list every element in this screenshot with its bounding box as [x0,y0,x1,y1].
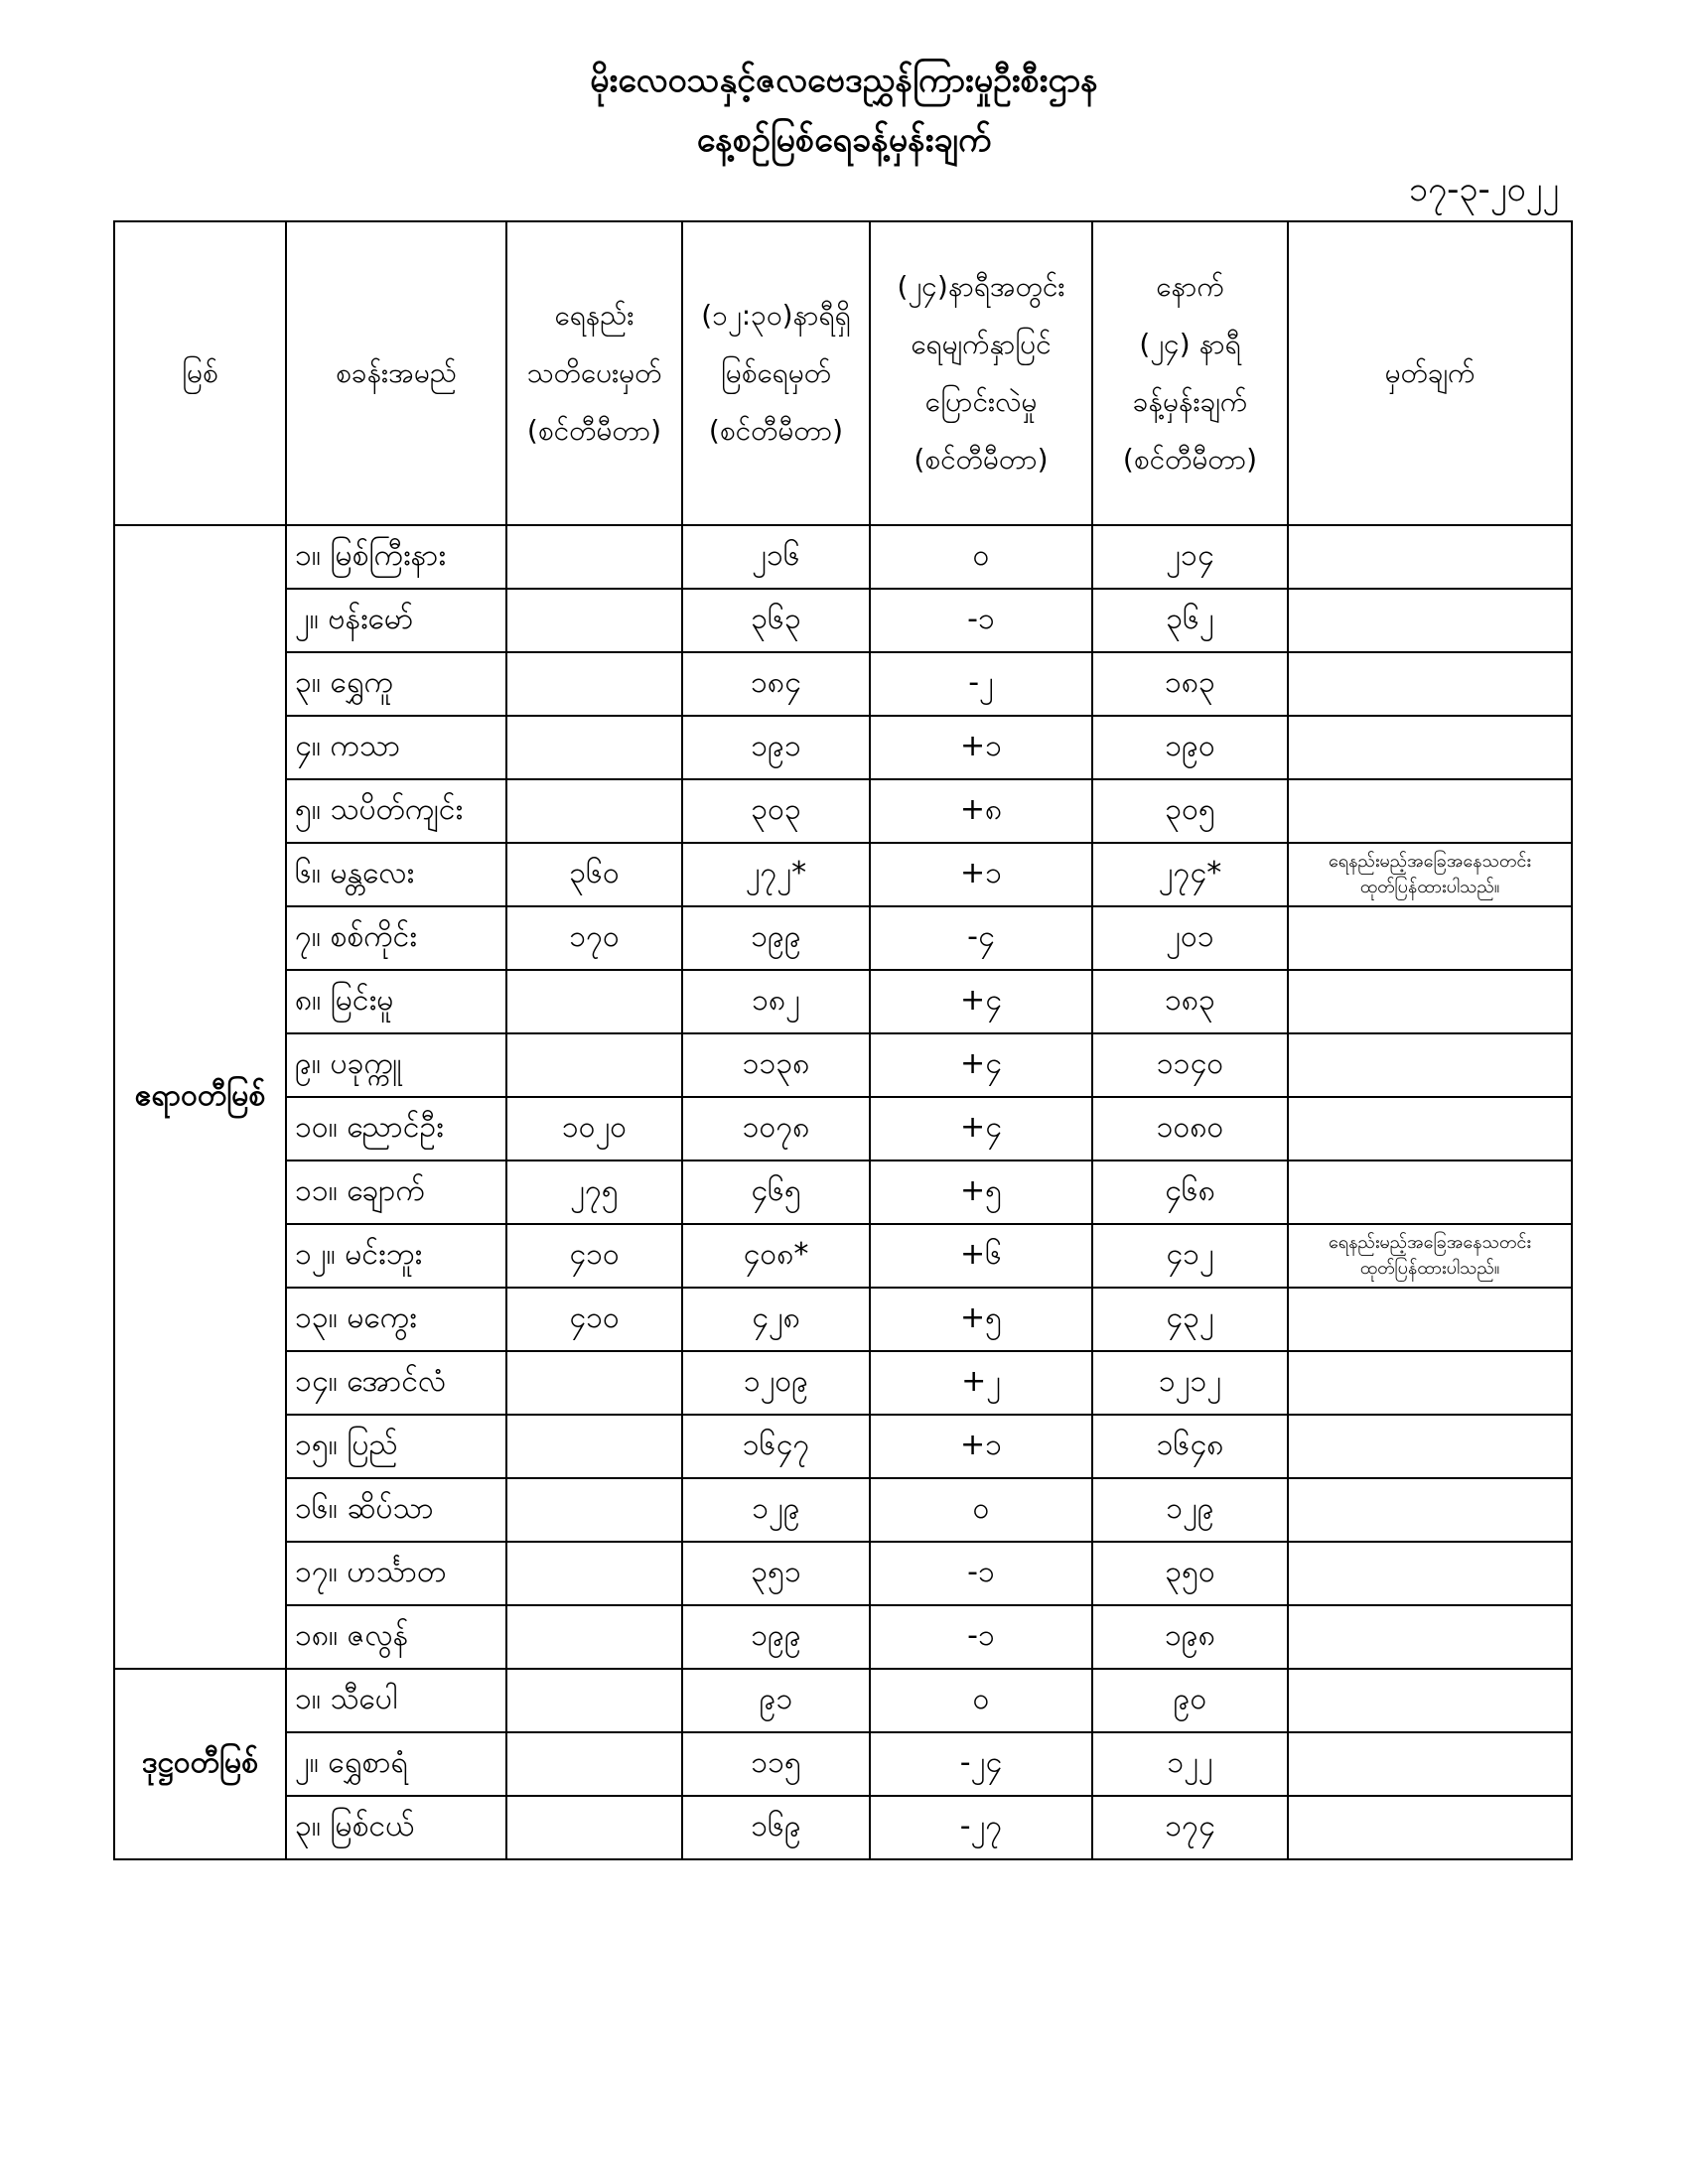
current-level-cell: ၁၈၄ [682,652,870,716]
danger-level-cell [506,1796,682,1859]
danger-level-cell: ၄၁၀ [506,1224,682,1288]
station-cell: ၁၁။ ချောက် [286,1160,506,1224]
header-change: (၂၄)နာရီအတွင်း ရေမျက်နှာပြင် ပြောင်းလဲမှု (စင်တီမီတာ) [870,221,1092,525]
change-cell: -၂ [870,652,1092,716]
station-cell: ၁၅။ ပြည် [286,1415,506,1478]
forecast-cell: ၃၅၀ [1092,1542,1288,1605]
danger-level-cell: ၁၇၀ [506,906,682,970]
danger-level-cell [506,1478,682,1542]
current-level-cell: ၄၂၈ [682,1288,870,1351]
current-level-cell: ၁၉၉ [682,906,870,970]
header-remarks: မှတ်ချက် [1288,221,1572,525]
forecast-cell: ၁၈၃ [1092,652,1288,716]
current-level-cell: ၉၁ [682,1669,870,1732]
remark-cell [1288,589,1572,652]
report-date: ၁၇-၃-၂၀၂၂ [1408,170,1559,209]
station-cell: ၂။ ရွှေစာရံ [286,1732,506,1796]
remark-cell [1288,1542,1572,1605]
current-level-cell: ၁၉၁ [682,716,870,779]
current-level-cell: ၂၁၆ [682,525,870,589]
current-level-cell: ၁၀၇၈ [682,1097,870,1160]
table-body [114,525,1572,1859]
change-cell: +၆ [870,1224,1092,1288]
change-cell: ၀ [870,1669,1092,1732]
danger-level-cell [506,779,682,843]
table-row [114,1097,1572,1160]
danger-level-cell: ၄၁၀ [506,1288,682,1351]
forecast-cell: ၁၇၄ [1092,1796,1288,1859]
danger-level-cell: ၁၀၂၀ [506,1097,682,1160]
remark-cell [1288,906,1572,970]
remark-cell: ရေနည်းမည့်အခြေအနေသတင်း ထုတ်ပြန်ထားပါသည်။ [1288,1224,1572,1288]
change-cell: -၂၄ [870,1732,1092,1796]
station-cell: ၁၈။ ဇလွန် [286,1605,506,1669]
station-cell: ၁၇။ ဟင်္သာတ [286,1542,506,1605]
danger-level-cell [506,1605,682,1669]
station-cell: ၇။ စစ်ကိုင်း [286,906,506,970]
danger-level-cell: ၂၇၅ [506,1160,682,1224]
forecast-cell: ၁၆၄၈ [1092,1415,1288,1478]
table-row [114,843,1572,906]
station-cell: ၃။ ရွှေကူ [286,652,506,716]
danger-level-cell [506,1732,682,1796]
current-level-cell: ၃၅၁ [682,1542,870,1605]
river-name-cell: ဒုဋ္ဌဝတီမြစ် [114,1669,286,1859]
table-row [114,525,1572,589]
danger-level-cell [506,970,682,1033]
forecast-cell: ၂၁၄ [1092,525,1288,589]
remark-cell [1288,525,1572,589]
current-level-cell: ၄၀၈* [682,1224,870,1288]
change-cell: +၁ [870,843,1092,906]
header-current-level: (၁၂:၃၀)နာရီရှိ မြစ်ရေမှတ် (စင်တီမီတာ) [682,221,870,525]
station-cell: ၉။ ပခုက္ကူ [286,1033,506,1097]
forecast-cell: ၁၉၀ [1092,716,1288,779]
change-cell: -၁ [870,1542,1092,1605]
change-cell: +၄ [870,1097,1092,1160]
current-level-cell: ၁၁၅ [682,1732,870,1796]
change-cell: +၄ [870,1033,1092,1097]
station-cell: ၄။ ကသာ [286,716,506,779]
table-row [114,589,1572,652]
change-cell: ၀ [870,525,1092,589]
forecast-cell: ၄၃၂ [1092,1288,1288,1351]
table-row [114,1351,1572,1415]
station-cell: ၁၆။ ဆိပ်သာ [286,1478,506,1542]
station-cell: ၁။ မြစ်ကြီးနား [286,525,506,589]
forecast-cell: ၁၂၁၂ [1092,1351,1288,1415]
station-cell: ၃။ မြစ်ငယ် [286,1796,506,1859]
remark-cell [1288,1605,1572,1669]
forecast-cell: ၂၀၁ [1092,906,1288,970]
remark-cell [1288,1160,1572,1224]
table-row [114,1796,1572,1859]
change-cell: +၁ [870,1415,1092,1478]
remark-cell [1288,1033,1572,1097]
table-row [114,1542,1572,1605]
header-river: မြစ် [114,221,286,525]
change-cell: +၂ [870,1351,1092,1415]
table-header-row [114,221,1572,525]
forecast-cell: ၃၀၅ [1092,779,1288,843]
remark-cell [1288,1732,1572,1796]
change-cell: +၁ [870,716,1092,779]
danger-level-cell [506,1669,682,1732]
current-level-cell: ၁၁၃၈ [682,1033,870,1097]
page-title: မိုးလေဝသနှင့်ဇလဗေဒညွှန်ကြားမှုဦးစီးဌာန [590,61,1098,100]
table-row [114,1605,1572,1669]
danger-level-cell [506,589,682,652]
station-cell: ၅။ သပိတ်ကျင်း [286,779,506,843]
station-cell: ၆။ မန္တလေး [286,843,506,906]
forecast-cell: ၉၀ [1092,1669,1288,1732]
current-level-cell: ၁၂၀၉ [682,1351,870,1415]
table-row [114,1224,1572,1288]
remark-cell [1288,970,1572,1033]
page-subtitle: နေ့စဉ်မြစ်ရေခန့်မှန်းချက် [696,120,992,160]
station-cell: ၂။ ဗန်းမော် [286,589,506,652]
danger-level-cell: ၃၆၀ [506,843,682,906]
table-row [114,906,1572,970]
river-name-cell: ဧရာဝတီမြစ် [114,525,286,1669]
remark-cell [1288,779,1572,843]
station-cell: ၁။ သီပေါ [286,1669,506,1732]
change-cell: -၁ [870,589,1092,652]
current-level-cell: ၁၂၉ [682,1478,870,1542]
danger-level-cell [506,1351,682,1415]
current-level-cell: ၃၀၃ [682,779,870,843]
station-cell: ၁၃။ မကွေး [286,1288,506,1351]
station-cell: ၁၄။ အောင်လံ [286,1351,506,1415]
remark-cell [1288,716,1572,779]
current-level-cell: ၁၆၄၇ [682,1415,870,1478]
danger-level-cell [506,525,682,589]
forecast-cell: ၁၂၉ [1092,1478,1288,1542]
danger-level-cell [506,652,682,716]
table-row [114,970,1572,1033]
forecast-cell: ၂၇၄* [1092,843,1288,906]
forecast-cell: ၁၉၈ [1092,1605,1288,1669]
current-level-cell: ၃၆၃ [682,589,870,652]
station-cell: ၁၀။ ညောင်ဦး [286,1097,506,1160]
table-row [114,1288,1572,1351]
change-cell: +၅ [870,1160,1092,1224]
table-row [114,779,1572,843]
header-station: စခန်းအမည် [286,221,506,525]
table-row [114,716,1572,779]
danger-level-cell [506,1033,682,1097]
table-row [114,652,1572,716]
remark-cell [1288,1288,1572,1351]
danger-level-cell [506,716,682,779]
forecast-cell: ၁၈၃ [1092,970,1288,1033]
remark-cell [1288,652,1572,716]
remark-cell: ရေနည်းမည့်အခြေအနေသတင်း ထုတ်ပြန်ထားပါသည်။ [1288,843,1572,906]
table-row [114,1160,1572,1224]
forecast-cell: ၄၆၈ [1092,1160,1288,1224]
forecast-cell: ၁၀၈၀ [1092,1097,1288,1160]
change-cell: +၄ [870,970,1092,1033]
current-level-cell: ၁၈၂ [682,970,870,1033]
forecast-cell: ၃၆၂ [1092,589,1288,652]
change-cell: ၀ [870,1478,1092,1542]
change-cell: -၂၇ [870,1796,1092,1859]
forecast-cell: ၄၁၂ [1092,1224,1288,1288]
danger-level-cell [506,1542,682,1605]
table-row [114,1732,1572,1796]
table-row [114,1415,1572,1478]
table-row [114,1669,1572,1732]
remark-cell [1288,1669,1572,1732]
remark-cell [1288,1478,1572,1542]
remark-cell [1288,1351,1572,1415]
remark-cell [1288,1097,1572,1160]
table-row [114,1478,1572,1542]
change-cell: +၅ [870,1288,1092,1351]
change-cell: -၁ [870,1605,1092,1669]
forecast-cell: ၁၁၄၀ [1092,1033,1288,1097]
header-forecast: နောက် (၂၄) နာရီ ခန့်မှန်းချက် (စင်တီမီတာ) [1092,221,1288,525]
remark-cell [1288,1415,1572,1478]
change-cell: -၄ [870,906,1092,970]
current-level-cell: ၁၆၉ [682,1796,870,1859]
current-level-cell: ၁၉၉ [682,1605,870,1669]
danger-level-cell [506,1415,682,1478]
header-danger-level: ရေနည်း သတိပေးမှတ် (စင်တီမီတာ) [506,221,682,525]
station-cell: ၁၂။ မင်းဘူး [286,1224,506,1288]
current-level-cell: ၂၇၂* [682,843,870,906]
station-cell: ၈။ မြင်းမူ [286,970,506,1033]
current-level-cell: ၄၆၅ [682,1160,870,1224]
river-level-table [113,220,1573,1860]
table-row [114,1033,1572,1097]
remark-cell [1288,1796,1572,1859]
forecast-cell: ၁၂၂ [1092,1732,1288,1796]
change-cell: +၈ [870,779,1092,843]
